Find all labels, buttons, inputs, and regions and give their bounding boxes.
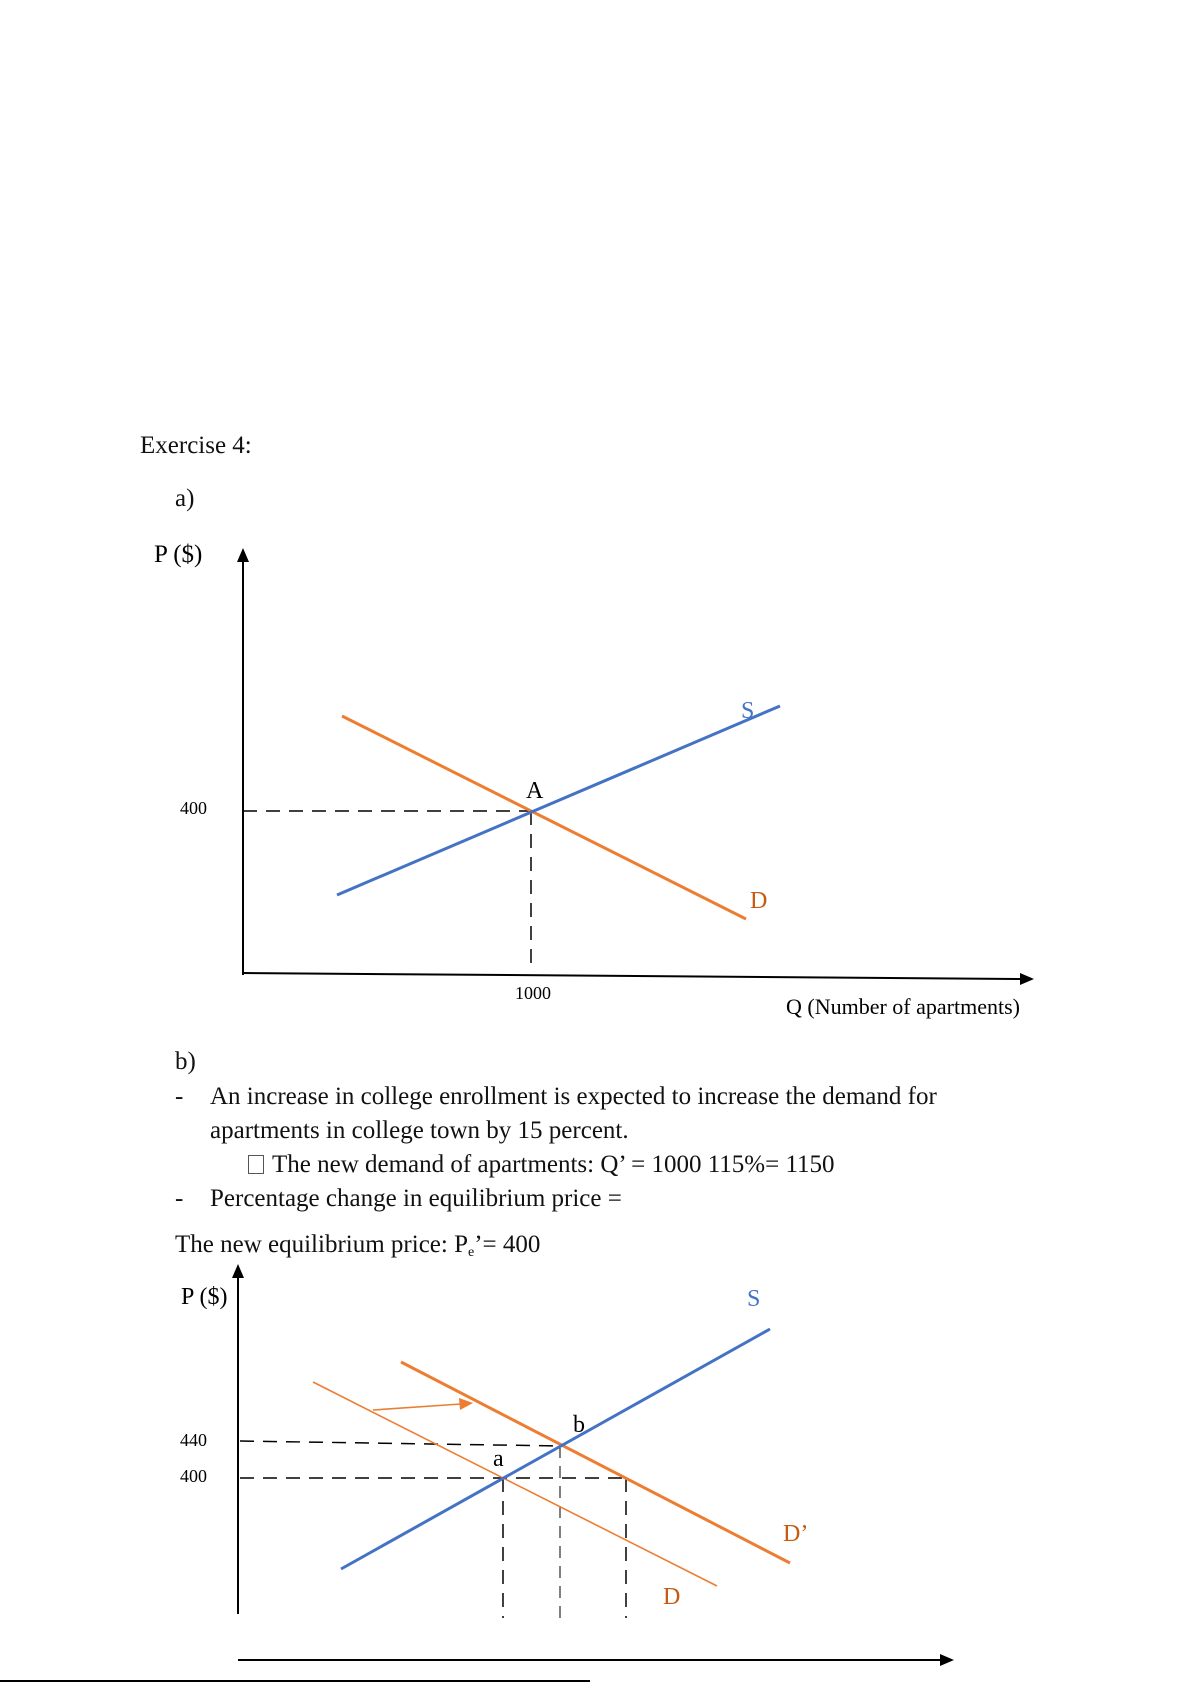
supply-label: S [741, 698, 755, 724]
new-eq-sub: e [467, 1245, 475, 1260]
sub-bullet-text: The new demand of apartments: Q’ = 1000 115%= 1150 [272, 1151, 835, 1178]
equilibrium-label-a: a [493, 1446, 504, 1472]
demand-label: D [750, 888, 768, 914]
exercise-title: Exercise 4: [140, 432, 252, 459]
part-b-label: b) [175, 1048, 196, 1075]
guide-440 [240, 1441, 560, 1446]
bullet-1-line-2: apartments in college town by 15 percent. [210, 1117, 629, 1144]
x-axis-label: Q (Number of apartments) [786, 994, 1020, 1019]
demand-new-label: D’ [783, 1521, 809, 1547]
supply-label: S [747, 1286, 761, 1312]
y-tick-440: 440 [180, 1430, 207, 1450]
x-tick-1000: 1000 [515, 983, 551, 1003]
bullet-dash-2: - [175, 1185, 184, 1212]
demand-curve-new [401, 1362, 790, 1563]
equilibrium-label-A: A [526, 778, 544, 804]
equilibrium-label-b: b [573, 1412, 585, 1438]
part-a-label: a) [175, 485, 195, 512]
y-axis-arrow [232, 1264, 244, 1278]
y-tick-400: 400 [180, 1466, 207, 1486]
demand-curve-original [313, 1382, 717, 1586]
x-axis-arrow [940, 1654, 954, 1666]
y-tick-400: 400 [180, 798, 207, 818]
y-axis-label: P ($) [154, 541, 203, 568]
demand-shift-arrow [373, 1404, 461, 1410]
bullet-2: Percentage change in equilibrium price = [210, 1185, 622, 1212]
new-eq-suffix: ’= 400 [474, 1231, 541, 1258]
footer-rule [0, 1680, 590, 1682]
new-eq-prefix: The new equilibrium price: P [175, 1231, 468, 1258]
y-axis-label: P ($) [181, 1284, 228, 1310]
bullet-1-line-1: An increase in college enrollment is expected to increase the demand for [210, 1083, 937, 1110]
demand-label: D [663, 1584, 681, 1610]
bullet-dash-1: - [175, 1083, 184, 1110]
